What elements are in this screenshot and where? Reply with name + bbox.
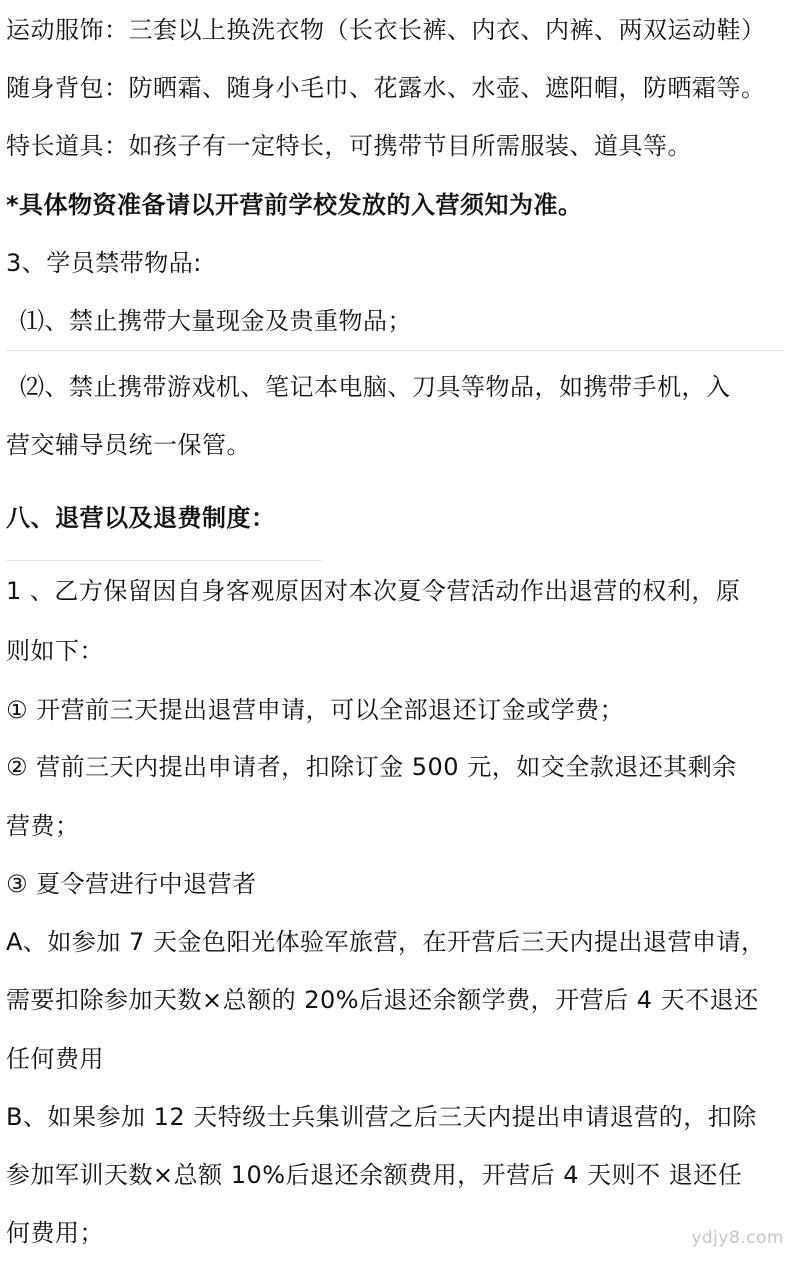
text-line-talent-props: 特长道具：如孩子有一定特长，可携带节目所需服装、道具等。 bbox=[6, 132, 692, 160]
divider bbox=[6, 350, 784, 351]
watermark-text: ydjy8.com bbox=[691, 1228, 784, 1248]
text-line-item-1: ① 开营前三天提出退营申请，可以全部退还订金或学费； bbox=[6, 696, 625, 724]
text-line-case-a: A、如参加 7 天金色阳光体验军旅营，在开营后三天内提出退营申请， bbox=[6, 928, 766, 956]
divider bbox=[6, 560, 322, 561]
text-line-rule-1: 1 、乙方保留因自身客观原因对本次夏令营活动作出退营的权利，原 bbox=[6, 577, 741, 605]
text-line-supplies-note: *具体物资准备请以开营前学校发放的入营须知为准。 bbox=[6, 191, 583, 219]
text-line-prohibited-heading: 3、学员禁带物品: bbox=[6, 249, 202, 277]
text-line-prohibited-item-1: ⑴、禁止携带大量现金及贵重物品； bbox=[20, 307, 412, 335]
text-line-item-2: ② 营前三天内提出申请者，扣除订金 500 元，如交全款退还其剩余 bbox=[6, 753, 737, 781]
text-line-case-b: B、如果参加 12 天特级士兵集训营之后三天内提出申请退营的，扣除 bbox=[6, 1103, 757, 1131]
text-line-item-3: ③ 夏令营进行中退营者 bbox=[6, 870, 257, 898]
section-heading-withdrawal: 八、退营以及退费制度： bbox=[6, 504, 276, 532]
text-line-case-a-cont-2: 任何费用 bbox=[6, 1045, 104, 1073]
text-line-case-a-cont-1: 需要扣除参加天数×总额的 20%后退还余额学费，开营后 4 天不退还 bbox=[6, 986, 759, 1014]
text-line-item-2-cont: 营费； bbox=[6, 812, 80, 840]
text-line-prohibited-item-2: ⑵、禁止携带游戏机、笔记本电脑、刀具等物品，如携带手机，入 bbox=[20, 373, 731, 401]
text-line-rule-1-cont: 则如下： bbox=[6, 637, 104, 665]
text-line-case-b-cont-2: 何费用； bbox=[6, 1219, 104, 1247]
text-line-sportswear: 运动服饰：三套以上换洗衣物（长衣长裤、内衣、内裤、两双运动鞋） bbox=[6, 16, 766, 44]
text-line-prohibited-item-2-cont: 营交辅导员统一保管。 bbox=[6, 431, 251, 459]
text-line-backpack: 随身背包：防晒霜、随身小毛巾、花露水、水壶、遮阳帽，防晒霜等。 bbox=[6, 74, 766, 102]
text-line-case-b-cont-1: 参加军训天数×总额 10%后退还余额费用，开营后 4 天则不 退还任 bbox=[6, 1161, 743, 1189]
